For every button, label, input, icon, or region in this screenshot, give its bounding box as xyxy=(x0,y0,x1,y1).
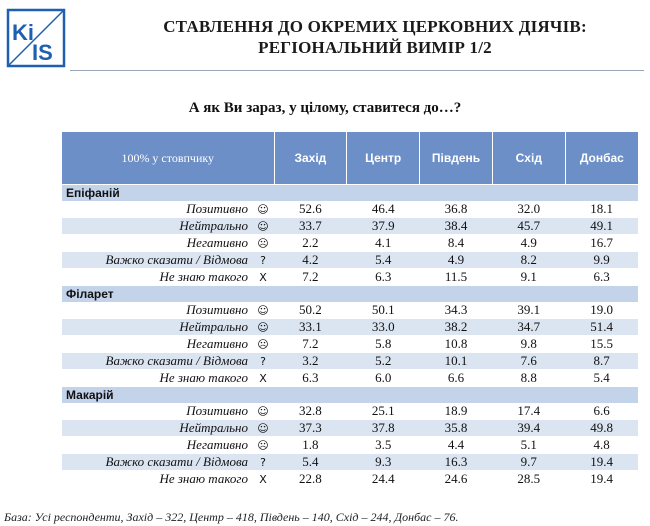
table-cell: 7.2 xyxy=(274,269,347,286)
row-label: Важко сказати / Відмова xyxy=(62,454,252,471)
group-row xyxy=(62,286,638,303)
table-cell: 22.8 xyxy=(274,471,347,488)
table-cell: 45.7 xyxy=(492,218,565,235)
smile-icon: ☺ xyxy=(252,302,274,319)
frown-icon: ☹ xyxy=(252,336,274,353)
row-label: Негативно xyxy=(62,437,252,454)
footnote: База: Усі респонденти, Захід – 322, Центр – 418, Південь – 140, Схід – 244, Донбас – 76. xyxy=(4,510,459,524)
table-cell: 51.4 xyxy=(565,319,638,336)
table-cell: 49.1 xyxy=(565,218,638,235)
table-cell: 5.1 xyxy=(492,437,565,454)
table-row xyxy=(62,319,638,336)
table-cell: 10.1 xyxy=(420,353,493,370)
row-label: Позитивно xyxy=(62,201,252,218)
table-cell: 52.6 xyxy=(274,201,347,218)
table-cell: 16.3 xyxy=(420,454,493,471)
table-cell: 4.9 xyxy=(420,252,493,269)
table-cell: 6.3 xyxy=(565,269,638,286)
row-label: Нейтрально xyxy=(62,420,252,437)
table-cell: 9.8 xyxy=(492,336,565,353)
table-row xyxy=(62,252,638,269)
table-cell: 3.2 xyxy=(274,353,347,370)
table-cell: 11.5 xyxy=(420,269,493,286)
table-cell: 5.2 xyxy=(347,353,420,370)
column-header-zakhid: Захід xyxy=(274,132,347,185)
table-cell: 9.1 xyxy=(492,269,565,286)
table-row xyxy=(62,235,638,252)
table-cell: 33.1 xyxy=(274,319,347,336)
table-cell: 6.6 xyxy=(565,403,638,420)
table-cell: 39.4 xyxy=(492,420,565,437)
title-divider xyxy=(70,70,644,71)
table-cell: 6.3 xyxy=(274,370,347,387)
table-cell: 7.6 xyxy=(492,353,565,370)
table-cell: 19.4 xyxy=(565,471,638,488)
table-body xyxy=(62,185,638,488)
row-label: Не знаю такого xyxy=(62,471,252,488)
table-cell: 37.9 xyxy=(347,218,420,235)
table-row xyxy=(62,471,638,488)
row-label: Позитивно xyxy=(62,403,252,420)
group-name: Філарет xyxy=(62,286,638,303)
table-cell: 37.3 xyxy=(274,420,347,437)
table-cell: 5.4 xyxy=(347,252,420,269)
column-header-tsentr: Центр xyxy=(347,132,420,185)
table-cell: 19.4 xyxy=(565,454,638,471)
table-cell: 49.8 xyxy=(565,420,638,437)
column-header-skhid: Схід xyxy=(492,132,565,185)
table-row xyxy=(62,302,638,319)
table-cell: 33.7 xyxy=(274,218,347,235)
table-cell: 8.2 xyxy=(492,252,565,269)
table-cell: 8.4 xyxy=(420,235,493,252)
table-cell: 3.5 xyxy=(347,437,420,454)
group-row xyxy=(62,387,638,404)
table-cell: 18.1 xyxy=(565,201,638,218)
table-cell: 34.3 xyxy=(420,302,493,319)
logo-text-left: Ki xyxy=(12,20,34,45)
group-name: Макарій xyxy=(62,387,638,404)
table-cell: 36.8 xyxy=(420,201,493,218)
group-row xyxy=(62,185,638,202)
table-cell: 1.8 xyxy=(274,437,347,454)
table-cell: 4.8 xyxy=(565,437,638,454)
table-cell: 6.6 xyxy=(420,370,493,387)
table-cell: 8.7 xyxy=(565,353,638,370)
table-cell: 9.7 xyxy=(492,454,565,471)
table-cell: 38.2 xyxy=(420,319,493,336)
table-cell: 50.1 xyxy=(347,302,420,319)
table-cell: 6.0 xyxy=(347,370,420,387)
table-cell: 50.2 xyxy=(274,302,347,319)
cross-icon: X xyxy=(252,471,274,488)
table-cell: 28.5 xyxy=(492,471,565,488)
table-cell: 34.7 xyxy=(492,319,565,336)
smile-icon: ☺ xyxy=(252,201,274,218)
neutral-face-icon: ☺ xyxy=(252,420,274,437)
neutral-face-icon: ☺ xyxy=(252,218,274,235)
table-row xyxy=(62,437,638,454)
page-title xyxy=(100,16,650,58)
table-cell: 19.0 xyxy=(565,302,638,319)
question-icon: ? xyxy=(252,454,274,471)
table-cell: 24.6 xyxy=(420,471,493,488)
table-cell: 33.0 xyxy=(347,319,420,336)
column-header-pivden: Південь xyxy=(420,132,493,185)
row-label: Позитивно xyxy=(62,302,252,319)
title-line-1: СТАВЛЕННЯ ДО ОКРЕМИХ ЦЕРКОВНИХ ДІЯЧІВ: xyxy=(163,17,587,36)
table-row xyxy=(62,201,638,218)
table-cell: 17.4 xyxy=(492,403,565,420)
neutral-face-icon: ☺ xyxy=(252,319,274,336)
table-cell: 5.4 xyxy=(565,370,638,387)
table-cell: 15.5 xyxy=(565,336,638,353)
table-cell: 4.4 xyxy=(420,437,493,454)
title-line-2: РЕГІОНАЛЬНИЙ ВИМІР 1/2 xyxy=(258,38,492,57)
logo-text-right: IS xyxy=(32,40,53,65)
table-cell: 9.9 xyxy=(565,252,638,269)
row-label: Нейтрально xyxy=(62,218,252,235)
row-label: Важко сказати / Відмова xyxy=(62,252,252,269)
table-cell: 6.3 xyxy=(347,269,420,286)
row-label: Не знаю такого xyxy=(62,269,252,286)
results-table xyxy=(62,132,638,488)
table-cell: 7.2 xyxy=(274,336,347,353)
row-label: Негативно xyxy=(62,235,252,252)
table-row xyxy=(62,353,638,370)
table-cell: 38.4 xyxy=(420,218,493,235)
table-cell: 8.8 xyxy=(492,370,565,387)
table-cell: 35.8 xyxy=(420,420,493,437)
column-header-donbas: Донбас xyxy=(565,132,638,185)
frown-icon: ☹ xyxy=(252,437,274,454)
table-row xyxy=(62,370,638,387)
table-cell: 4.9 xyxy=(492,235,565,252)
survey-question: А як Ви зараз, у цілому, ставитеся до…? xyxy=(188,100,462,116)
row-label: Негативно xyxy=(62,336,252,353)
table-cell: 32.0 xyxy=(492,201,565,218)
table-cell: 39.1 xyxy=(492,302,565,319)
table-row xyxy=(62,336,638,353)
table-row xyxy=(62,454,638,471)
table-cell: 18.9 xyxy=(420,403,493,420)
corner-label: 100% у стовпчику xyxy=(62,132,274,185)
table-cell: 10.8 xyxy=(420,336,493,353)
table-cell: 2.2 xyxy=(274,235,347,252)
frown-icon: ☹ xyxy=(252,235,274,252)
kiis-logo xyxy=(6,8,66,68)
cross-icon: X xyxy=(252,370,274,387)
table-row xyxy=(62,218,638,235)
question-icon: ? xyxy=(252,252,274,269)
table-cell: 25.1 xyxy=(347,403,420,420)
group-name: Епіфаній xyxy=(62,185,638,202)
table-cell: 16.7 xyxy=(565,235,638,252)
row-label: Не знаю такого xyxy=(62,370,252,387)
table-cell: 5.4 xyxy=(274,454,347,471)
table-cell: 4.1 xyxy=(347,235,420,252)
table-header-row xyxy=(62,132,638,185)
table-cell: 46.4 xyxy=(347,201,420,218)
table-cell: 37.8 xyxy=(347,420,420,437)
table-cell: 32.8 xyxy=(274,403,347,420)
table-cell: 5.8 xyxy=(347,336,420,353)
row-label: Важко сказати / Відмова xyxy=(62,353,252,370)
table-cell: 9.3 xyxy=(347,454,420,471)
cross-icon: X xyxy=(252,269,274,286)
table-row xyxy=(62,403,638,420)
table-cell: 24.4 xyxy=(347,471,420,488)
table-cell: 4.2 xyxy=(274,252,347,269)
row-label: Нейтрально xyxy=(62,319,252,336)
smile-icon: ☺ xyxy=(252,403,274,420)
table-row xyxy=(62,420,638,437)
table-row xyxy=(62,269,638,286)
question-icon: ? xyxy=(252,353,274,370)
